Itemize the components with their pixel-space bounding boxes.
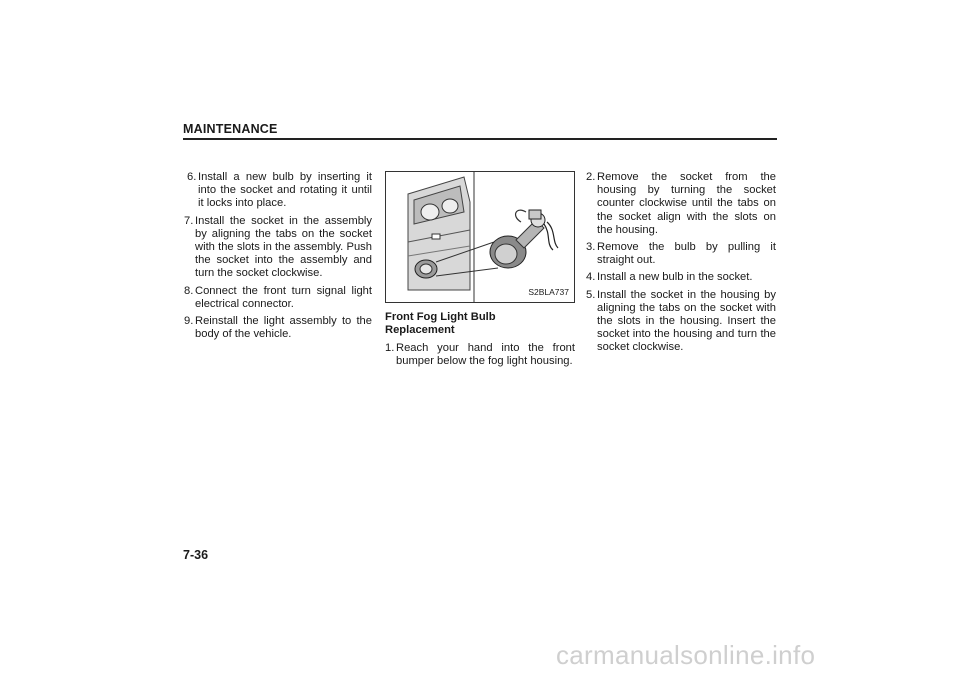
figure-code: S2BLA737 — [528, 286, 569, 297]
step-number: 1. — [385, 342, 395, 354]
step-text: Install the socket in the housing by aligning the tabs on the socket with the slots in the housing. Insert the socket into the housing and turn the socket clockwise. — [597, 288, 776, 354]
step-7 — [184, 215, 372, 281]
section-header-title: MAINTENANCE — [183, 122, 278, 136]
step-number: 2. — [586, 171, 596, 183]
right-column — [586, 171, 776, 359]
step-1 — [385, 342, 575, 368]
section-heading — [385, 311, 575, 337]
step-number: 3. — [586, 241, 596, 254]
step-text: Install a new bulb in the socket. — [597, 271, 753, 284]
step-number: 7. — [184, 214, 194, 227]
step-4 — [586, 271, 776, 284]
step-3 — [586, 241, 776, 267]
header-rule — [183, 138, 777, 140]
page-number: 7-36 — [183, 548, 209, 562]
step-text: Connect the front turn signal light electrical connector. — [195, 284, 372, 310]
heading-line-2: Replacement — [385, 324, 455, 336]
step-number: 6. — [187, 171, 197, 183]
step-text: Remove the socket from the housing by turning the socket counter clockwise until the tabs on the socket align with the slots on the housing. — [597, 171, 776, 236]
step-number: 4. — [586, 271, 596, 284]
middle-column — [385, 171, 575, 372]
step-6 — [184, 171, 372, 211]
step-text: Remove the bulb by pulling it straight out. — [597, 241, 776, 267]
left-column — [184, 171, 372, 345]
step-text: Install a new bulb by inserting it into the socket and rotating it until it locks into place. — [198, 171, 372, 210]
step-2 — [586, 171, 776, 237]
step-8 — [184, 285, 372, 311]
fog-light-bulb-illustration-icon — [386, 172, 574, 302]
step-number: 8. — [184, 284, 194, 297]
step-5 — [586, 289, 776, 355]
step-text: Install the socket in the assembly by aligning the tabs on the socket with the slots in the assembly. Push the socket into the assembly and turn the socket clockwise. — [195, 214, 372, 280]
step-text: Reinstall the light assembly to the body of the vehicle. — [195, 315, 372, 341]
step-number: 9. — [184, 315, 194, 328]
watermark: carmanualsonline.info — [556, 640, 816, 670]
fog-light-figure — [385, 171, 575, 303]
step-9 — [184, 315, 372, 341]
step-number: 5. — [586, 288, 596, 301]
step-text: Reach your hand into the front bumper below the fog light housing. — [396, 342, 575, 368]
heading-line-1: Front Fog Light Bulb — [385, 311, 496, 323]
